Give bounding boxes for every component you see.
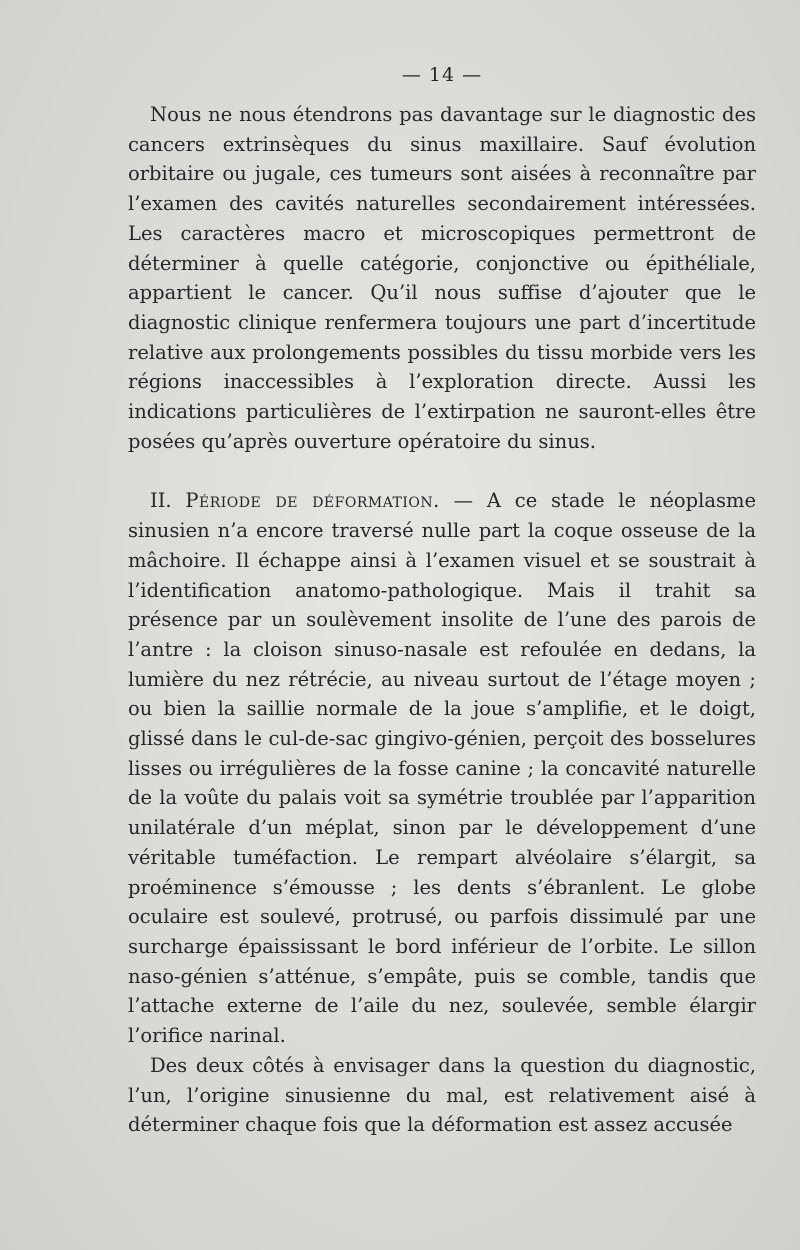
section-dash: — <box>453 489 474 513</box>
page-number: — 14 — <box>401 64 483 86</box>
section-heading: Période de déformation. <box>185 489 440 513</box>
section-numeral: II. <box>150 489 172 513</box>
section-spacer <box>128 456 756 486</box>
paragraph-extrinsic-cancers: Nous ne nous étendrons pas davantage sur le diagnostic des cancers extrinsèques du sinus maxillaire. Sauf évolution orbitaire ou jugale, ces tumeurs sont aisées à reconnaître par l’examen des cavités naturelles secondairement intéressées. Les caractères macro et microscopiques permettront de déterminer à quelle catégorie, conjonctive ou épithéliale, appartient le cancer. Qu’il nous suffise d’ajouter que le diagnostic clinique renfermera toujours une part d’incertitude relative aux prolongements possibles du tissu morbide vers les régions inaccessibles à l’exploration directe. Aussi les indications particulières de l’extirpation ne sauront-elles être posées qu’après ouverture opératoire du sinus. <box>128 103 756 453</box>
paragraph-diagnostic-sides: Des deux côtés à envisager dans la question du diagnostic, l’un, l’origine sinusienne du mal, est relativement aisé à déterminer chaque fois que la déformation est assez accusée <box>128 1053 756 1137</box>
section-deformation-paragraph <box>128 486 756 1050</box>
section-first-paragraph-text: A ce stade le néoplasme sinusien n’a encore traversé nulle part la coque osseuse de la mâchoire. Il échappe ainsi à l’examen visuel et se soustrait à l’identification anatomo-pathologique. Mais il trahit sa présence par un soulèvement insolite de l’une des parois de l’antre : la cloison sinuso-nasale est refoulée en dedans, la lumière du nez rétrécie, au niveau surtout de l’étage moyen ; ou bien la saillie normale de la joue s’amplifie, et le doigt, glissé dans le cul-de-sac gingivo-génien, perçoit des bosselures lisses ou irrégulières de la fosse canine ; la concavité naturelle de la voûte du palais voit sa symétrie troublée par l’apparition unilatérale d’un méplat, sinon par le développement d’une véritable tuméfaction. Le rempart alvéolaire s’élargit, sa proéminence s’émousse ; les dents s’ébranlent. Le globe oculaire est soulevé, protrusé, ou parfois dissimulé par une surcharge épaississant le bord inférieur de l’orbite. Le sillon naso-génien s’atténue, s’empâte, puis se comble, tandis que l’attache externe de l’aile du nez, soulevée, semble élargir l’orifice narinal. <box>128 489 757 1048</box>
book-page <box>128 60 756 1140</box>
